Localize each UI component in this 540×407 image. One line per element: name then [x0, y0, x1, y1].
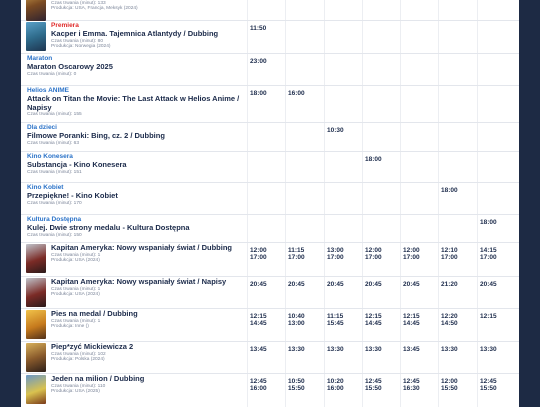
movie-duration: Czas trwania (minut): 155	[27, 112, 82, 117]
day-showtimes	[250, 25, 288, 32]
day-showtimes	[288, 90, 326, 97]
showtime-link[interactable]: 15:50	[365, 385, 382, 392]
movie-title[interactable]: Kulej. Dwie strony medalu - Kultura Dostępna	[27, 223, 190, 232]
showtime-link[interactable]: 13:45	[403, 346, 420, 353]
showtime-link[interactable]: 17:00	[403, 254, 420, 261]
day-showtimes	[480, 281, 518, 288]
movie-row	[21, 242, 519, 277]
showtime-link[interactable]: 14:15	[480, 247, 497, 254]
schedule-panel	[21, 0, 519, 407]
showtime-link[interactable]: 11:50	[250, 25, 267, 32]
movie-duration: Czas trwania (minut): 102	[51, 351, 106, 357]
day-showtimes	[250, 247, 288, 261]
movie-duration: Czas trwania (minut): 133	[51, 0, 106, 6]
movie-title[interactable]: Kapitan Ameryka: Nowy wspaniały świat / Dubbing	[51, 243, 233, 252]
showtime-link[interactable]: 12:15	[365, 313, 382, 320]
movie-production: Produkcja: USA, Francja, Meksyk (2024)	[51, 6, 138, 12]
showtime-link[interactable]: 12:00	[441, 378, 458, 385]
day-showtimes	[480, 219, 518, 226]
showtime-link[interactable]: 12:45	[365, 378, 382, 385]
showtime-link[interactable]: 14:50	[441, 320, 458, 327]
movie-duration: Czas trwania (minut): 0	[27, 71, 77, 77]
showtime-link[interactable]: 12:45	[250, 378, 267, 385]
showtime-link[interactable]: 18:00	[250, 90, 267, 97]
movie-poster[interactable]	[26, 22, 46, 51]
day-showtimes	[288, 247, 326, 261]
showtime-link[interactable]: 21:20	[441, 281, 458, 288]
movie-info	[51, 343, 241, 363]
showtime-link[interactable]: 13:00	[327, 247, 344, 254]
day-showtimes	[365, 281, 403, 288]
day-showtimes	[365, 156, 403, 163]
showtime-link[interactable]: 20:45	[403, 281, 420, 288]
movie-title[interactable]: Pies na medal / Dubbing	[51, 309, 138, 318]
movie-title[interactable]: Substancja - Kino Konesera	[27, 160, 127, 169]
day-showtimes	[327, 313, 365, 327]
day-showtimes	[327, 127, 365, 134]
day-showtimes	[250, 90, 288, 97]
showtime-link[interactable]: 16:00	[327, 385, 344, 392]
showtime-link[interactable]: 13:30	[365, 346, 382, 353]
showtime-link[interactable]: 20:45	[250, 281, 267, 288]
day-showtimes	[480, 378, 518, 392]
showtime-link[interactable]: 20:45	[480, 281, 497, 288]
movie-duration: Czas trwania (minut): 110	[51, 383, 106, 389]
showtime-link[interactable]: 20:45	[288, 281, 305, 288]
showtime-link[interactable]: 14:45	[365, 320, 382, 327]
showtime-link[interactable]: 12:00	[403, 247, 420, 254]
day-showtimes	[403, 346, 441, 353]
showtime-link[interactable]: 18:00	[365, 156, 382, 163]
day-showtimes	[480, 313, 518, 320]
movie-duration: Czas trwania (minut): 170	[27, 200, 82, 206]
showtime-link[interactable]: 12:10	[441, 247, 458, 254]
movie-duration: Czas trwania (minut): 151	[27, 169, 82, 175]
movie-info	[51, 310, 241, 330]
movie-row	[21, 214, 519, 243]
day-showtimes	[327, 346, 365, 353]
movie-info	[27, 216, 241, 238]
movie-poster[interactable]	[26, 375, 46, 404]
day-showtimes	[403, 281, 441, 288]
movie-title[interactable]: Kacper i Emma. Tajemnica Atlantydy / Dubbing	[51, 29, 219, 38]
movie-title[interactable]: Filmowe Poranki: Bing, cz. 2 / Dubbing	[27, 131, 165, 140]
showtime-link[interactable]: 14:45	[403, 320, 420, 327]
day-showtimes	[327, 281, 365, 288]
movie-production: Produkcja: Norwegia (2024)	[51, 44, 111, 50]
day-showtimes	[480, 247, 518, 261]
day-showtimes	[327, 378, 365, 392]
showtime-link[interactable]: 15:50	[441, 385, 458, 392]
movie-info	[51, 0, 241, 12]
movie-row	[21, 85, 519, 123]
day-showtimes	[365, 346, 403, 353]
movie-info	[51, 278, 241, 298]
day-showtimes	[250, 378, 288, 392]
day-showtimes	[480, 346, 518, 353]
movie-row	[21, 122, 519, 152]
movie-row	[21, 20, 519, 54]
day-showtimes	[403, 378, 441, 392]
movie-info	[27, 124, 241, 146]
movie-production: Produkcja: USA (2025)	[51, 389, 100, 395]
movie-category[interactable]: Helios ANIME	[27, 87, 70, 94]
movie-row	[21, 276, 519, 309]
showtime-link[interactable]: 13:30	[288, 346, 305, 353]
showtime-link[interactable]: 12:45	[403, 378, 420, 385]
day-showtimes	[365, 313, 403, 327]
movie-category[interactable]: Kultura Dostępna	[27, 216, 82, 223]
movie-info	[27, 184, 241, 206]
showtime-link[interactable]: 18:00	[441, 187, 458, 194]
showtime-link[interactable]: 20:45	[365, 281, 382, 288]
showtime-link[interactable]: 13:00	[288, 320, 305, 327]
day-showtimes	[441, 281, 479, 288]
showtime-link[interactable]: 10:40	[288, 313, 305, 320]
showtime-link[interactable]: 12:00	[250, 247, 267, 254]
movie-row	[21, 0, 519, 21]
showtime-link[interactable]: 15:50	[480, 385, 497, 392]
day-showtimes	[441, 187, 479, 194]
showtime-link[interactable]: 12:20	[441, 313, 458, 320]
showtime-link[interactable]: 15:50	[288, 385, 305, 392]
movie-duration: Czas trwania (minut): 1	[51, 252, 101, 258]
movie-category[interactable]: Dla dzieci	[27, 124, 57, 131]
movie-row	[21, 341, 519, 374]
movie-duration: Czas trwania (minut): 150	[27, 232, 82, 238]
showtime-link[interactable]: 20:45	[327, 281, 344, 288]
movie-info	[27, 153, 241, 175]
movie-production: Produkcja: USA (2024)	[51, 292, 100, 298]
movie-row	[21, 182, 519, 215]
day-showtimes	[403, 313, 441, 327]
showtime-link[interactable]: 23:00	[250, 58, 267, 65]
movie-info	[27, 55, 241, 77]
day-showtimes	[441, 346, 479, 353]
movie-poster[interactable]	[26, 278, 46, 307]
movie-poster[interactable]	[26, 310, 46, 339]
movie-row	[21, 53, 519, 86]
movie-title[interactable]: Maraton Oscarowy 2025	[27, 62, 113, 71]
movie-poster[interactable]	[26, 244, 46, 273]
movie-row	[21, 151, 519, 183]
movie-row	[21, 373, 519, 407]
movie-title[interactable]: Attack on Titan the Movie: The Last Attack w Helios Anime / Napisy	[27, 94, 240, 112]
movie-category[interactable]: Maraton	[27, 55, 53, 62]
showtime-link[interactable]: 17:00	[365, 254, 382, 261]
day-showtimes	[250, 58, 288, 65]
showtime-link[interactable]: 14:45	[250, 320, 267, 327]
day-showtimes	[250, 281, 288, 288]
movie-production: Produkcja: Inne ()	[51, 324, 89, 330]
movie-row	[21, 308, 519, 342]
day-showtimes	[250, 346, 288, 353]
movie-production: Produkcja: Polska (2024)	[51, 357, 105, 363]
showtime-link[interactable]: 13:30	[441, 346, 458, 353]
day-showtimes	[288, 313, 326, 327]
showtime-link[interactable]: 12:00	[365, 247, 382, 254]
showtime-link[interactable]: 12:15	[480, 313, 497, 320]
showtime-link[interactable]: 13:30	[327, 346, 344, 353]
movie-category[interactable]: Kino Kobiet	[27, 184, 64, 191]
day-showtimes	[327, 247, 365, 261]
day-showtimes	[441, 247, 479, 261]
showtime-link[interactable]: 16:00	[288, 90, 305, 97]
movie-production: Produkcja: USA (2024)	[51, 258, 100, 264]
showtime-link[interactable]: 18:00	[480, 219, 497, 226]
showtime-link[interactable]: 12:15	[403, 313, 420, 320]
day-showtimes	[288, 346, 326, 353]
movie-poster[interactable]	[26, 0, 46, 21]
showtime-link[interactable]: 13:45	[250, 346, 267, 353]
showtime-link[interactable]: 17:00	[288, 254, 305, 261]
day-showtimes	[250, 313, 288, 327]
day-showtimes	[288, 281, 326, 288]
showtime-link[interactable]: 16:30	[403, 385, 420, 392]
day-showtimes	[288, 378, 326, 392]
movie-title[interactable]: Piep*zyć Mickiewicza 2	[51, 342, 134, 351]
showtime-link[interactable]: 10:50	[288, 378, 305, 385]
movie-title[interactable]: Jeden na milion / Dubbing	[51, 374, 145, 383]
movie-duration: Czas trwania (minut): 80	[51, 38, 103, 44]
movie-info	[51, 375, 241, 395]
showtime-link[interactable]: 11:15	[327, 313, 344, 320]
showtime-link[interactable]: 15:45	[327, 320, 344, 327]
movie-duration: Czas trwania (minut): 1	[51, 318, 101, 324]
showtime-link[interactable]: 10:20	[327, 378, 344, 385]
showtime-link[interactable]: 12:45	[480, 378, 497, 385]
movie-title[interactable]: Przepiękne! - Kino Kobiet	[27, 191, 118, 200]
day-showtimes	[365, 247, 403, 261]
movie-info	[27, 87, 241, 118]
showtime-link[interactable]: 16:00	[250, 385, 267, 392]
showtime-link[interactable]: 11:15	[288, 247, 305, 254]
movie-duration: Czas trwania (minut): 63	[27, 140, 79, 146]
movie-duration: Czas trwania (minut): 1	[51, 286, 101, 292]
movie-category[interactable]: Kino Konesera	[27, 153, 73, 160]
showtime-link[interactable]: 17:00	[480, 254, 497, 261]
showtime-link[interactable]: 17:00	[250, 254, 267, 261]
day-showtimes	[365, 378, 403, 392]
day-showtimes	[441, 378, 479, 392]
movie-info	[51, 244, 241, 264]
movie-info	[51, 22, 241, 50]
movie-poster[interactable]	[26, 343, 46, 372]
showtime-link[interactable]: 12:15	[250, 313, 267, 320]
day-showtimes	[441, 313, 479, 327]
showtime-link[interactable]: 10:30	[327, 127, 344, 134]
day-showtimes	[403, 247, 441, 261]
showtime-link[interactable]: 17:00	[441, 254, 458, 261]
showtime-link[interactable]: 17:00	[327, 254, 344, 261]
showtime-link[interactable]: 13:30	[480, 346, 497, 353]
movie-category[interactable]: Premiera	[51, 22, 79, 29]
movie-title[interactable]: Kapitan Ameryka: Nowy wspaniały świat / Napisy	[51, 277, 227, 286]
